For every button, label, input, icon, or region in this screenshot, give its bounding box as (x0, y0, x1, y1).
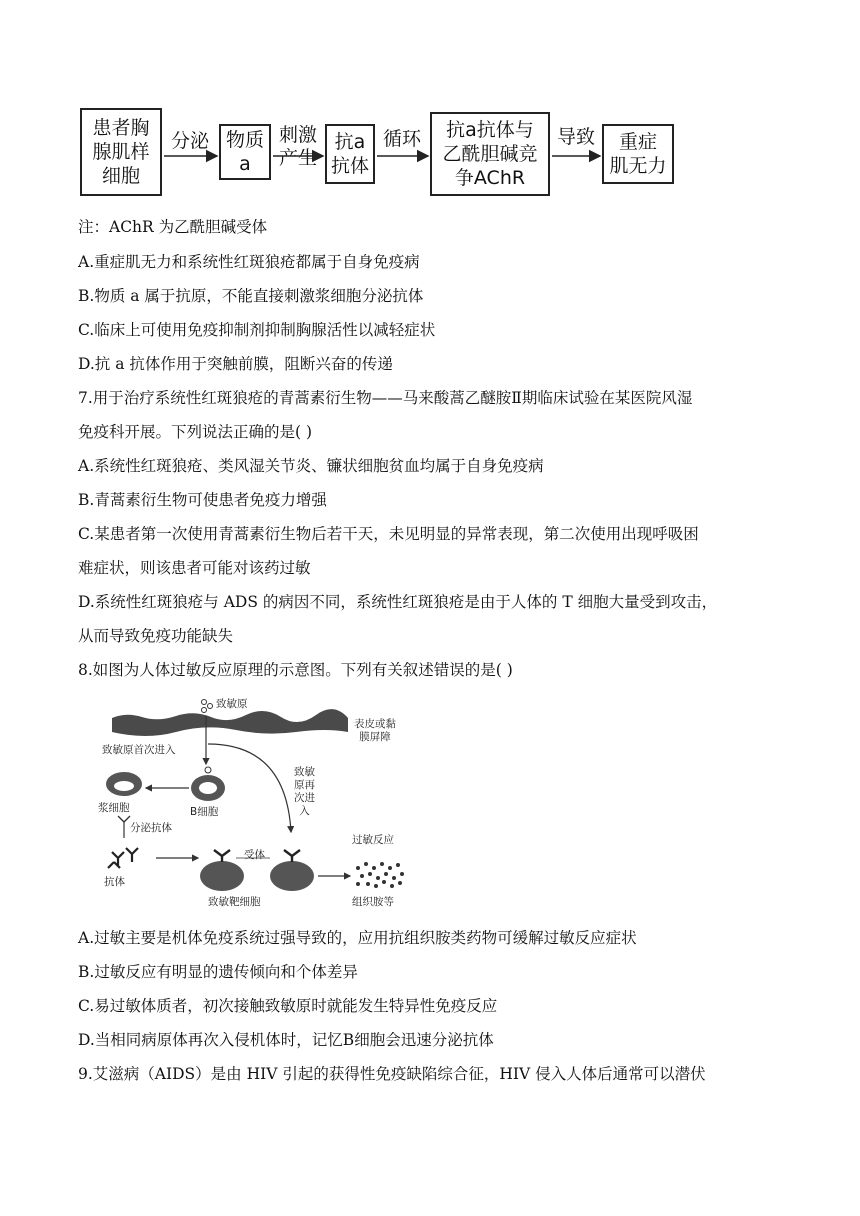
label-b-cell: B细胞 (190, 806, 219, 818)
flow-box-compete-achr: 抗a抗体与 乙酰胆碱竞 争AChR (430, 112, 550, 196)
q8-option-b: B.过敏反应有明显的遗传倾向和个体差异 (78, 963, 358, 981)
flow-box-thymus-cells: 患者胸 腺肌样 细胞 (80, 108, 162, 196)
label-first-entry: 致敏原首次进入 (102, 744, 176, 756)
label-allergic-reaction: 过敏反应 (352, 834, 394, 846)
histamine-dots (356, 862, 404, 888)
allergy-diagram (86, 692, 420, 916)
q8-stem: 8.如图为人体过敏反应原理的示意图。下列有关叙述错误的是( ) (78, 661, 513, 679)
q7-option-d-line2: 从而导致免疫功能缺失 (78, 627, 234, 645)
label-secrete-antibody: 分泌抗体 (130, 822, 172, 834)
label-receptor: 受体 (244, 849, 265, 861)
antibody-icon (108, 848, 138, 868)
q7-option-b: B.青蒿素衍生物可使患者免疫力增强 (78, 491, 327, 509)
note-achr: 注：AChR 为乙酰胆碱受体 (78, 218, 268, 236)
q7-stem-line2: 免疫科开展。下列说法正确的是( ) (78, 423, 313, 441)
q8-option-a: A.过敏主要是机体免疫系统过强导致的，应用抗组织胺类药物可缓解过敏反应症状 (78, 929, 637, 947)
flowchart (80, 108, 680, 200)
target-cell-1 (200, 861, 244, 891)
q9-stem: 9.艾滋病（AIDS）是由 HIV 引起的获得性免疫缺陷综合征，HIV 侵入人体后通常可以潜伏 (78, 1065, 706, 1083)
q7-option-c-line1: C.某患者第一次使用青蒿素衍生物后若干天，未见明显的异常表现，第二次使用出现呼吸困 (78, 525, 699, 543)
q7-stem-line1: 7.用于治疗系统性红斑狼疮的青蒿素衍生物——马来酸蒿乙醚胺Ⅱ期临床试验在某医院风湿 (78, 389, 693, 407)
label-second-entry: 致敏 原再 次进 入 (294, 766, 315, 817)
allergen-icon (202, 700, 207, 705)
label-barrier: 表皮或黏 膜屏障 (354, 718, 396, 743)
label-antibody: 抗体 (104, 876, 125, 888)
q8-option-c: C.易过敏体质者，初次接触致敏原时就能发生特异性免疫反应 (78, 997, 498, 1015)
q7-option-a: A.系统性红斑狼疮、类风湿关节炎、镰状细胞贫血均属于自身免疫病 (78, 457, 544, 475)
flow-arrows (80, 108, 680, 200)
target-cell-2 (270, 861, 314, 891)
q6-option-b: B.物质 a 属于抗原，不能直接刺激浆细胞分泌抗体 (78, 287, 424, 305)
q6-option-d: D.抗 a 抗体作用于突触前膜，阻断兴奋的传递 (78, 355, 393, 373)
flow-label-circulate: 循环 (382, 128, 421, 150)
flow-label-secrete: 分泌 (170, 130, 209, 152)
q6-option-c: C.临床上可使用免疫抑制剂抑制胸腺活性以减轻症状 (78, 321, 436, 339)
flow-box-anti-a-antibody: 抗a 抗体 (325, 124, 375, 184)
label-plasma-cell: 浆细胞 (98, 802, 130, 814)
label-target-cell: 致敏靶细胞 (208, 896, 261, 908)
flow-box-myasthenia: 重症 肌无力 (602, 124, 674, 184)
flow-label-lead-to: 导致 (556, 126, 595, 148)
label-histamine: 组织胺等 (352, 896, 394, 908)
q8-option-d: D.当相同病原体再次入侵机体时，记忆B细胞会迅速分泌抗体 (78, 1031, 494, 1049)
q6-option-a: A.重症肌无力和系统性红斑狼疮都属于自身免疫病 (78, 253, 420, 271)
flow-box-substance-a: 物质 a (219, 124, 271, 180)
barrier-layer (112, 709, 348, 736)
q7-option-d-line1: D.系统性红斑狼疮与 ADS 的病因不同，系统性红斑狼疮是由于人体的 T 细胞大量受到攻击， (78, 593, 718, 611)
label-allergen: 致敏原 (216, 698, 248, 710)
q7-option-c-line2: 难症状，则该患者可能对该药过敏 (78, 559, 311, 577)
flow-label-stimulate: 刺激 产生 (278, 124, 317, 169)
